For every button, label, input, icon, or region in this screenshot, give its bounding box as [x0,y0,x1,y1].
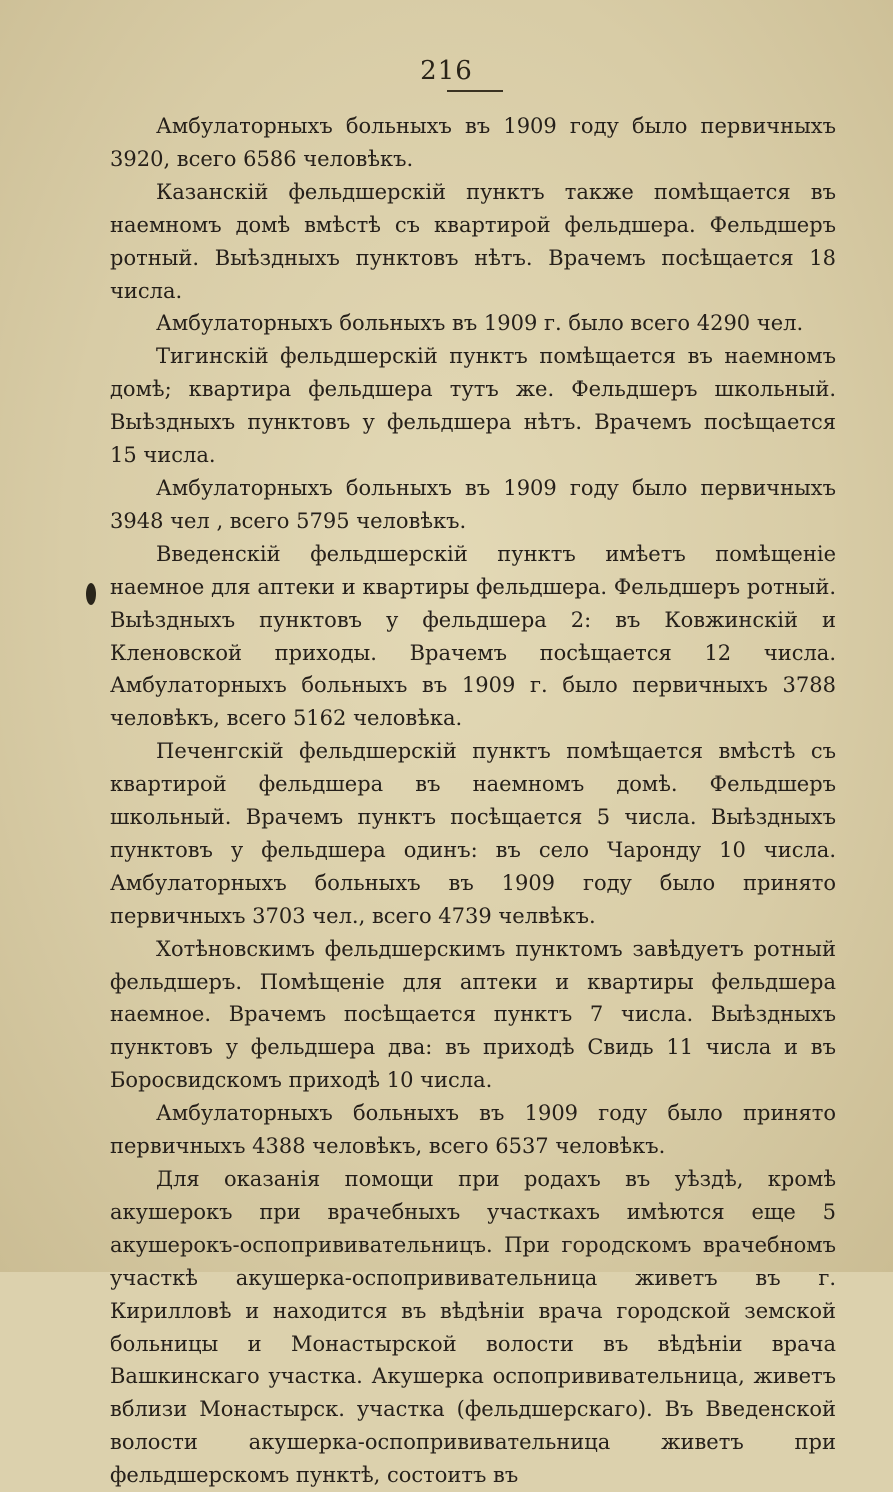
ink-blot-mark [86,583,96,605]
paragraph: Казанскій фельдшерскій пунктъ также помѣщается въ наемномъ домѣ вмѣстѣ съ квартирой фельдшера. Фельдшеръ ротный. Выѣздныхъ пунктовъ нѣтъ. Врачемъ посѣщается 18 числа. [110,179,836,303]
body-text [110,110,836,1492]
paragraph: Амбулаторныхъ больныхъ въ 1909 году было первичныхъ 3948 чел , всего 5795 человѣкъ. [110,475,836,533]
paragraph: Печенгскій фельдшерскій пунктъ помѣщается вмѣстѣ съ квартирой фельдшера въ наемномъ домѣ. Фельдшеръ школьный. Врачемъ пунктъ посѣщается 5 числа. Выѣздныхъ пунктовъ у фельдшера одинъ: въ село Чаронду 10 числа. Амбулаторныхъ больныхъ въ 1909 году было принято первичныхъ 3703 чел., всего 4739 челвѣкъ. [110,739,836,928]
paragraph: Амбулаторныхъ больныхъ въ 1909 г. было всего 4290 чел. [156,311,804,336]
paragraph: Амбулаторныхъ больныхъ въ 1909 году было принято первичныхъ 4388 человѣкъ, всего 6537 человѣкъ. [110,1101,836,1159]
page-number: 216 [420,56,473,86]
paragraph: Для оказанія помощи при родахъ въ уѣздѣ, кромѣ акушерокъ при врачебныхъ участкахъ имѣются еще 5 акушерокъ-оспопрививательницъ. При городскомъ врачебномъ участкѣ акушерка-оспопрививательница живетъ въ г. Кирилловѣ и находится въ вѣдѣніи врача городской земской больницы и Монастырской волости въ вѣдѣніи врача Вашкинскаго участка. Акушерка оспопрививательница, живетъ вблизи Монастырск. участка (фельдшерскаго). Въ Введенской волости акушерка-оспопрививательница живетъ при фельдшерскомъ пунктѣ, состоитъ въ [110,1167,836,1488]
page-number-underline [447,90,503,92]
paragraph: Введенскій фельдшерскій пунктъ имѣетъ помѣщеніе наемное для аптеки и квартиры фельдшера. Фельдшеръ ротный. Выѣздныхъ пунктовъ у фельдшера 2: въ Ковжинскій и Кленовской приходы. Врачемъ посѣщается 12 числа. Амбулаторныхъ больныхъ въ 1909 г. было первичныхъ 3788 человѣкъ, всего 5162 человѣка. [110,541,836,731]
paragraph: Тигинскій фельдшерскій пунктъ помѣщается въ наемномъ домѣ; квартира фельдшера тутъ же. Фельдшеръ школьный. Выѣздныхъ пунктовъ у фельдшера нѣтъ. Врачемъ посѣщается 15 числа. [110,344,836,468]
paragraph: Хотѣновскимъ фельдшерскимъ пунктомъ завѣдуетъ ротный фельдшеръ. Помѣщеніе для аптеки и квартиры фельдшера наемное. Врачемъ посѣщается пунктъ 7 числа. Выѣздныхъ пунктовъ у фельдшера два: въ приходѣ Свидь 11 числа и въ Боросвидскомъ приходѣ 10 числа. [110,936,836,1093]
paragraph: Амбулаторныхъ больныхъ въ 1909 году было первичныхъ 3920, всего 6586 человѣкъ. [110,114,836,171]
